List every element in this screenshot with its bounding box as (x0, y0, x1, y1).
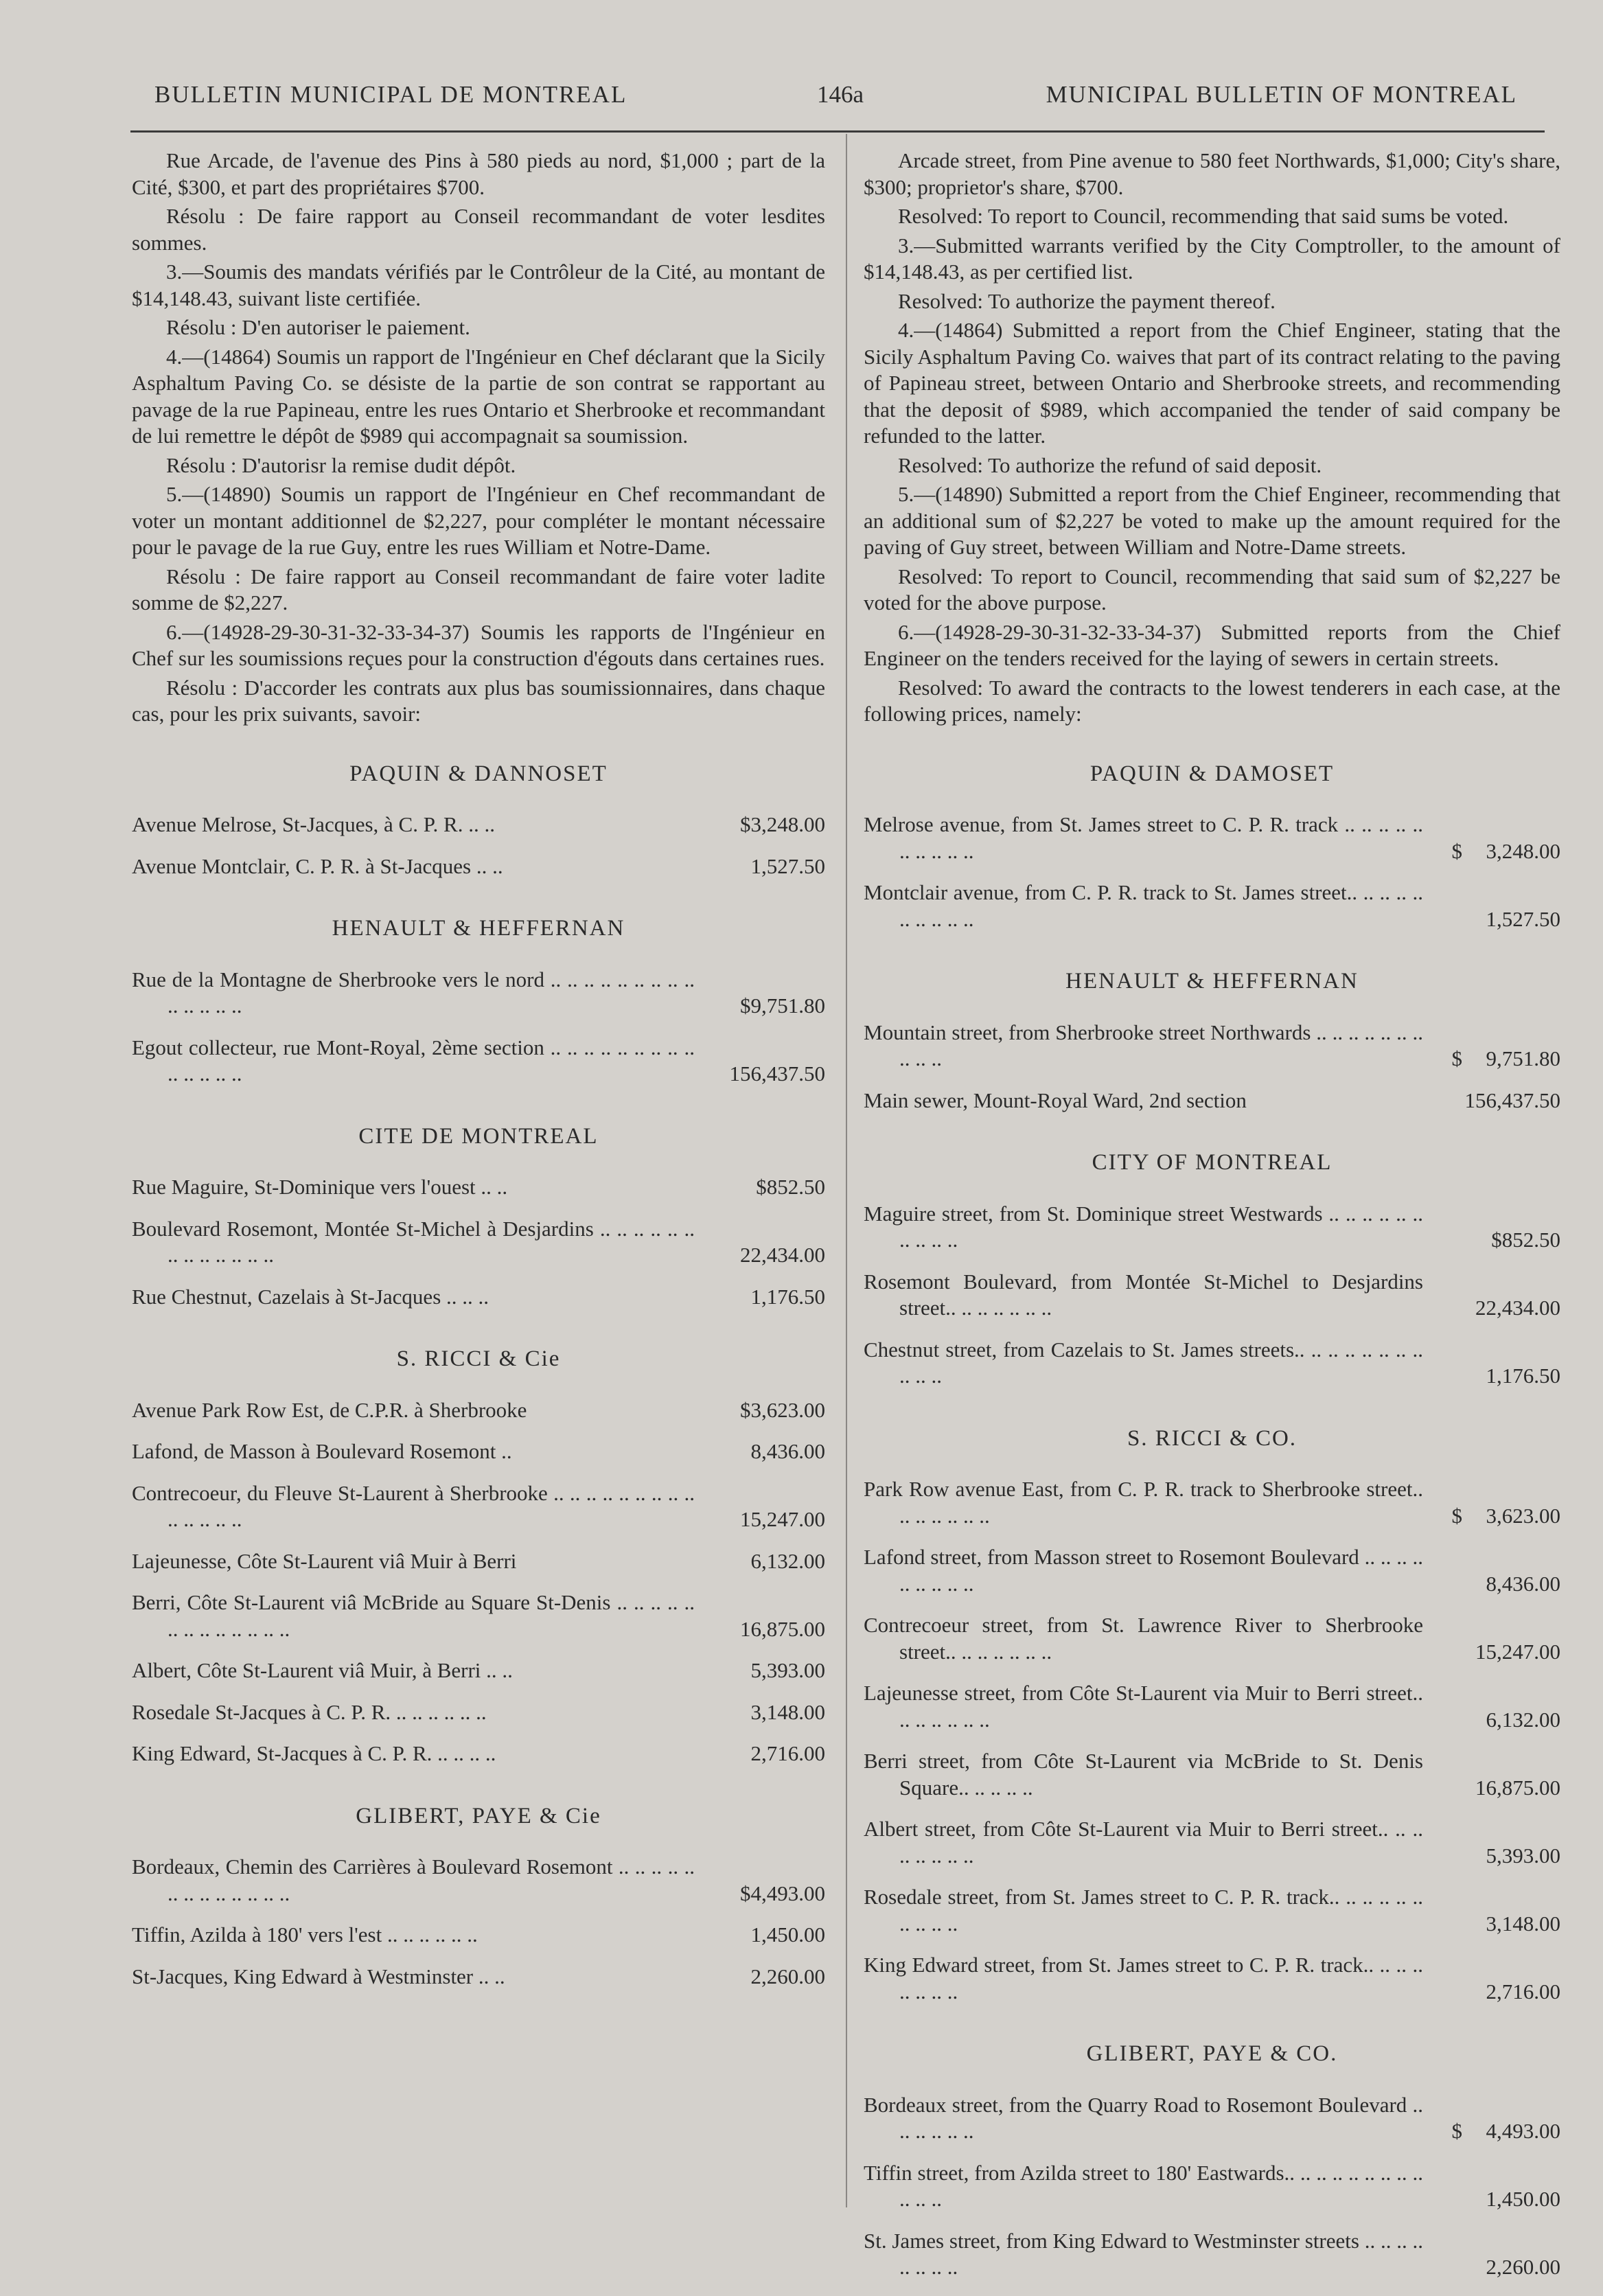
paragraph: 6.—(14928-29-30-31-32-33-34-37) Submitted reports from the Chief Engineer on the tenders received for the laying of sewers in certain streets. (864, 619, 1560, 670)
contract-description: Lafond, de Masson à Boulevard Rosemont .. (132, 1439, 512, 1463)
amount-value: 8,436.00 (1486, 1571, 1560, 1596)
amount-value: 1,176.50 (1486, 1364, 1560, 1388)
contract-description: Boulevard Rosemont, Montée St-Michel à Desjardins .. .. .. .. .. .. .. .. .. .. .. .. .. (132, 1216, 695, 1267)
header-right: MUNICIPAL BULLETIN OF MONTREAL (1046, 81, 1517, 108)
contract-description: Avenue Montclair, C. P. R. à St-Jacques .. .. (132, 853, 503, 878)
contract-amount: 1,176.50 (750, 1284, 825, 1309)
contract-description: Tiffin street, from Azilda street to 180' Eastwards.. .. .. .. .. .. .. .. .. .. .. .. (864, 2160, 1423, 2211)
contract-description: Park Row avenue East, from C. P. R. track to Sherbrooke street.. .. .. .. .. .. .. (864, 1477, 1423, 1528)
currency-sign: $ (1451, 1046, 1462, 1070)
contract-amount (1423, 1571, 1560, 1598)
amount-value: 3,623.00 (1486, 1503, 1560, 1528)
contract-entry (864, 1612, 1560, 1665)
contract-entry (132, 967, 825, 1020)
contract-amount: 5,393.00 (750, 1658, 825, 1682)
amount-value: 3,248.00 (1486, 838, 1560, 863)
contract-amount: 15,247.00 (740, 1507, 825, 1531)
company-heading: HENAULT & HEFFERNAN (332, 916, 625, 941)
contract-entry (864, 2160, 1560, 2213)
contract-description: Rue de la Montagne de Sherbrooke vers le nord .. .. .. .. .. .. .. .. .. .. .. .. .. .. (132, 967, 695, 1018)
amount-value: 1,450.00 (1486, 2187, 1560, 2211)
contract-amount (1423, 2118, 1560, 2145)
company-heading: CITE DE MONTREAL (358, 1123, 599, 1149)
contract-description: Maguire street, from St. Dominique street Westwards .. .. .. .. .. .. .. .. .. .. (864, 1201, 1423, 1252)
contract-description: Rue Chestnut, Cazelais à St-Jacques .. .. .. (132, 1284, 489, 1309)
contract-entry (132, 812, 825, 838)
company-heading: HENAULT & HEFFERNAN (1065, 969, 1359, 994)
page-number: 146a (817, 81, 864, 108)
contract-amount (1423, 1707, 1560, 1734)
contract-entry (864, 1337, 1560, 1390)
currency-sign: $ (1451, 1503, 1462, 1528)
contract-description: Lafond street, from Masson street to Rosemont Boulevard .. .. .. .. .. .. .. .. .. (864, 1545, 1423, 1596)
paragraph: 4.—(14864) Submitted a report from the Chief Engineer, stating that the Sicily Asphaltum Paving Co. waives that part of its contract relating to the paving of Papineau street, between Ontario and Sherbrooke streets, and recommending that the deposit of $989, which accompanied the tender of said company be refunded to the latter. (864, 318, 1560, 448)
contract-amount: 8,436.00 (750, 1439, 825, 1463)
amount-value: 15,247.00 (1475, 1639, 1560, 1664)
contract-entry (132, 1854, 825, 1907)
contract-description: Tiffin, Azilda à 180' vers l'est .. .. .. .. .. .. (132, 1922, 478, 1947)
contract-entry (132, 1964, 825, 1990)
paragraph: 5.—(14890) Submitted a report from the Chief Engineer, recommending that an additional sum of $2,227 be voted to make up the amount required for the paving of Guy street, between William and Notre-Dame streets. (864, 482, 1560, 559)
paragraph: Resolved: To award the contracts to the lowest tenderers in each case, at the following prices, namely: (864, 675, 1560, 726)
paragraph: Résolu : De faire rapport au Conseil recommandant de voter lesdites sommes. (132, 204, 825, 255)
contract-amount (1423, 1363, 1560, 1390)
contract-entry (864, 1269, 1560, 1322)
company-heading: CITY OF MONTREAL (1092, 1150, 1333, 1175)
company-heading: S. RICCI & CO. (1127, 1425, 1298, 1451)
contract-entry (132, 1589, 825, 1642)
contract-amount: 156,437.50 (729, 1061, 825, 1086)
contract-amount: 1,450.00 (750, 1922, 825, 1947)
contract-description: Contrecoeur street, from St. Lawrence River to Sherbrooke street.. .. .. .. .. .. .. (864, 1613, 1423, 1664)
contract-description: King Edward street, from St. James street to C. P. R. track.. .. .. .. .. .. .. .. (864, 1953, 1423, 2004)
contract-entry (864, 1544, 1560, 1597)
contract-amount: 2,716.00 (750, 1741, 825, 1765)
contract-entry (132, 1438, 825, 1465)
contract-entry (132, 1548, 825, 1575)
contract-description: Albert, Côte St-Laurent viâ Muir, à Berri .. .. (132, 1658, 513, 1682)
contract-amount (1423, 2186, 1560, 2213)
paragraph: 6.—(14928-29-30-31-32-33-34-37) Soumis les rapports de l'Ingénieur en Chef sur les soumissions reçues pour la construction d'égouts dans certaines rues. (132, 619, 825, 670)
paragraph: Resolved: To authorize the payment thereof. (898, 288, 1276, 313)
french-column (132, 148, 825, 2005)
contract-amount (1423, 1295, 1560, 1322)
contract-amount: $9,751.80 (740, 994, 825, 1018)
contract-entry (864, 2092, 1560, 2145)
contract-entry (132, 1284, 825, 1311)
contract-description: Rosemont Boulevard, from Montée St-Michel to Desjardins street.. .. .. .. .. .. .. (864, 1269, 1423, 1320)
amount-value: 3,148.00 (1486, 1911, 1560, 1936)
currency-sign: $ (1451, 2119, 1462, 2143)
contract-amount (1423, 1911, 1560, 1938)
amount-value: 5,393.00 (1486, 1843, 1560, 1868)
company-heading: PAQUIN & DANNOSET (349, 761, 608, 786)
paragraph: Resolved: To report to Council, recommending that said sum of $2,227 be voted for the above purpose. (864, 564, 1560, 615)
contract-entry (864, 1476, 1560, 1529)
contract-description: Rosedale St-Jacques à C. P. R. .. .. .. .. .. .. (132, 1699, 487, 1724)
contract-description: Lajeunesse street, from Côte St-Laurent via Muir to Berri street.. .. .. .. .. .. .. (864, 1681, 1423, 1732)
contract-description: St. James street, from King Edward to Westminster streets .. .. .. .. .. .. .. .. (864, 2228, 1423, 2279)
contract-description: Berri street, from Côte St-Laurent via McBride to St. Denis Square.. .. .. .. .. (864, 1749, 1423, 1800)
contract-description: Avenue Melrose, St-Jacques, à C. P. R. .. .. (132, 812, 495, 836)
company-heading: PAQUIN & DAMOSET (1089, 761, 1335, 786)
paragraph: Résolu : De faire rapport au Conseil recommandant de faire voter ladite somme de $2,227. (132, 564, 825, 615)
contract-entry (864, 1020, 1560, 1072)
contract-entry (132, 1741, 825, 1767)
contract-entry (864, 812, 1560, 864)
paragraph: Résolu : D'en autoriser le paiement. (166, 315, 470, 339)
paragraph: Resolved: To authorize the refund of said deposit. (898, 452, 1322, 477)
amount-value: 6,132.00 (1486, 1707, 1560, 1732)
contract-description: St-Jacques, King Edward à Westminster .. .. (132, 1964, 505, 1988)
contract-entry (132, 1035, 825, 1088)
english-column (864, 148, 1560, 2296)
contract-description: Egout collecteur, rue Mont-Royal, 2ème section .. .. .. .. .. .. .. .. .. .. .. .. .. .. (132, 1035, 695, 1086)
contract-entry (132, 1480, 825, 1533)
contract-entry (864, 1088, 1560, 1114)
contract-amount (1423, 1227, 1560, 1254)
contract-amount (1423, 1639, 1560, 1666)
contract-entry (864, 1201, 1560, 1254)
contract-amount: 22,434.00 (740, 1243, 825, 1267)
contract-entry (132, 1397, 825, 1424)
contract-entry (132, 1699, 825, 1726)
contract-amount: 16,875.00 (740, 1616, 825, 1641)
contract-description: King Edward, St-Jacques à C. P. R. .. .. .. .. (132, 1741, 496, 1765)
contract-amount (1423, 1088, 1560, 1114)
contract-entry (864, 1680, 1560, 1733)
amount-value: $852.50 (1491, 1228, 1560, 1252)
contract-entry (864, 1816, 1560, 1869)
contract-amount (1423, 1046, 1560, 1072)
amount-value: 9,751.80 (1486, 1046, 1560, 1070)
company-heading: GLIBERT, PAYE & Cie (356, 1803, 601, 1828)
contract-amount: $3,623.00 (740, 1397, 825, 1422)
contract-amount (1423, 1979, 1560, 2006)
amount-value: 2,260.00 (1486, 2255, 1560, 2279)
amount-value: 2,716.00 (1486, 1979, 1560, 2004)
contract-description: Montclair avenue, from C. P. R. track to St. James street.. .. .. .. .. .. .. .. .. .. (864, 880, 1423, 931)
contract-entry (132, 1657, 825, 1684)
amount-value: 22,434.00 (1475, 1296, 1560, 1320)
contract-amount: 6,132.00 (750, 1548, 825, 1573)
header-rule (130, 130, 1545, 133)
contract-entry (864, 2228, 1560, 2281)
contract-amount (1423, 1775, 1560, 1802)
contract-entry (132, 1216, 825, 1269)
currency-sign: $ (1451, 838, 1462, 863)
contract-amount: 2,260.00 (750, 1964, 825, 1988)
contract-description: Lajeunesse, Côte St-Laurent viâ Muir à Berri (132, 1548, 517, 1573)
amount-value: 16,875.00 (1475, 1775, 1560, 1800)
paragraph: 5.—(14890) Soumis un rapport de l'Ingénieur en Chef recommandant de voter un montant additionnel de $2,227, pour compléter le montant nécessaire pour le pavage de la rue Guy, entre les rues William et Notre-Dame. (132, 482, 825, 559)
contract-amount (1423, 838, 1560, 865)
contract-description: Contrecoeur, du Fleuve St-Laurent à Sherbrooke .. .. .. .. .. .. .. .. .. .. .. .. .. .. (132, 1480, 695, 1531)
amount-value: 4,493.00 (1486, 2119, 1560, 2143)
contract-entry (132, 853, 825, 880)
paragraph: Rue Arcade, de l'avenue des Pins à 580 pieds au nord, $1,000 ; part de la Cité, $300, et part des propriétaires $700. (132, 148, 825, 199)
paragraph: 4.—(14864) Soumis un rapport de l'Ingénieur en Chef déclarant que la Sicily Asphaltum Paving Co. se désiste de la partie de son contrat se rapportant au pavage de la rue Papineau, entre les rues Ontario et Sherbrooke et recommandant de lui remettre le dépôt de $989 qui accompagnait sa soumission. (132, 344, 825, 448)
contract-description: Avenue Park Row Est, de C.P.R. à Sherbrooke (132, 1397, 527, 1422)
contract-amount: $4,493.00 (740, 1881, 825, 1905)
contract-amount: 3,148.00 (750, 1699, 825, 1724)
contract-amount: 1,527.50 (750, 853, 825, 878)
contract-description: Rosedale street, from St. James street to C. P. R. track.. .. .. .. .. .. .. .. .. .. (864, 1885, 1423, 1936)
contract-entry (864, 880, 1560, 932)
company-heading: GLIBERT, PAYE & CO. (1086, 2041, 1338, 2066)
contract-amount (1423, 906, 1560, 933)
contract-description: Bordeaux, Chemin des Carrières à Boulevard Rosemont .. .. .. .. .. .. .. .. .. .. .. .. .. (132, 1855, 695, 1905)
column-divider (846, 134, 847, 2207)
paragraph: Arcade street, from Pine avenue to 580 feet Northwards, $1,000; City's share, $300; proprietor's share, $700. (864, 148, 1560, 199)
header-left: BULLETIN MUNICIPAL DE MONTREAL (154, 81, 627, 108)
amount-value: 156,437.50 (1464, 1088, 1560, 1112)
contract-amount (1423, 2254, 1560, 2281)
contract-entry (864, 1884, 1560, 1937)
contract-description: Mountain street, from Sherbrooke street Northwards .. .. .. .. .. .. .. .. .. .. (864, 1020, 1423, 1070)
contract-amount: $3,248.00 (740, 812, 825, 836)
paragraph: Resolved: To report to Council, recommending that said sums be voted. (898, 204, 1509, 228)
company-heading: S. RICCI & Cie (396, 1346, 561, 1371)
contract-description: Chestnut street, from Cazelais to St. James streets.. .. .. .. .. .. .. .. .. .. .. (864, 1337, 1423, 1388)
contract-amount (1423, 1843, 1560, 1870)
paragraph: 3.—Submitted warrants verified by the City Comptroller, to the amount of $14,148.43, as per certified list. (864, 233, 1560, 284)
contract-amount: $852.50 (756, 1175, 825, 1199)
contract-entry (132, 1922, 825, 1949)
contract-description: Main sewer, Mount-Royal Ward, 2nd section (864, 1088, 1247, 1112)
contract-description: Berri, Côte St-Laurent viâ McBride au Square St-Denis .. .. .. .. .. .. .. .. .. .. .. .. .. (132, 1590, 695, 1641)
paragraph: Résolu : D'autorisr la remise dudit dépôt. (166, 452, 516, 477)
amount-value: 1,527.50 (1486, 906, 1560, 931)
contract-description: Rue Maguire, St-Dominique vers l'ouest .. .. (132, 1175, 508, 1199)
contract-entry (132, 1174, 825, 1201)
contract-amount (1423, 1503, 1560, 1530)
contract-entry (864, 1748, 1560, 1801)
running-header (127, 81, 1538, 115)
contract-description: Bordeaux street, from the Quarry Road to Rosemont Boulevard .. .. .. .. .. .. (864, 2092, 1423, 2143)
paragraph: Résolu : D'accorder les contrats aux plus bas soumissionnaires, dans chaque cas, pour les prix suivants, savoir: (132, 675, 825, 726)
contract-description: Albert street, from Côte St-Laurent via Muir to Berri street.. .. .. .. .. .. .. .. (864, 1817, 1423, 1868)
paragraph: 3.—Soumis des mandats vérifiés par le Contrôleur de la Cité, au montant de $14,148.43, suivant liste certifiée. (132, 260, 825, 310)
contract-description: Melrose avenue, from St. James street to C. P. R. track .. .. .. .. .. .. .. .. .. .. (864, 812, 1423, 863)
contract-entry (864, 1952, 1560, 2005)
